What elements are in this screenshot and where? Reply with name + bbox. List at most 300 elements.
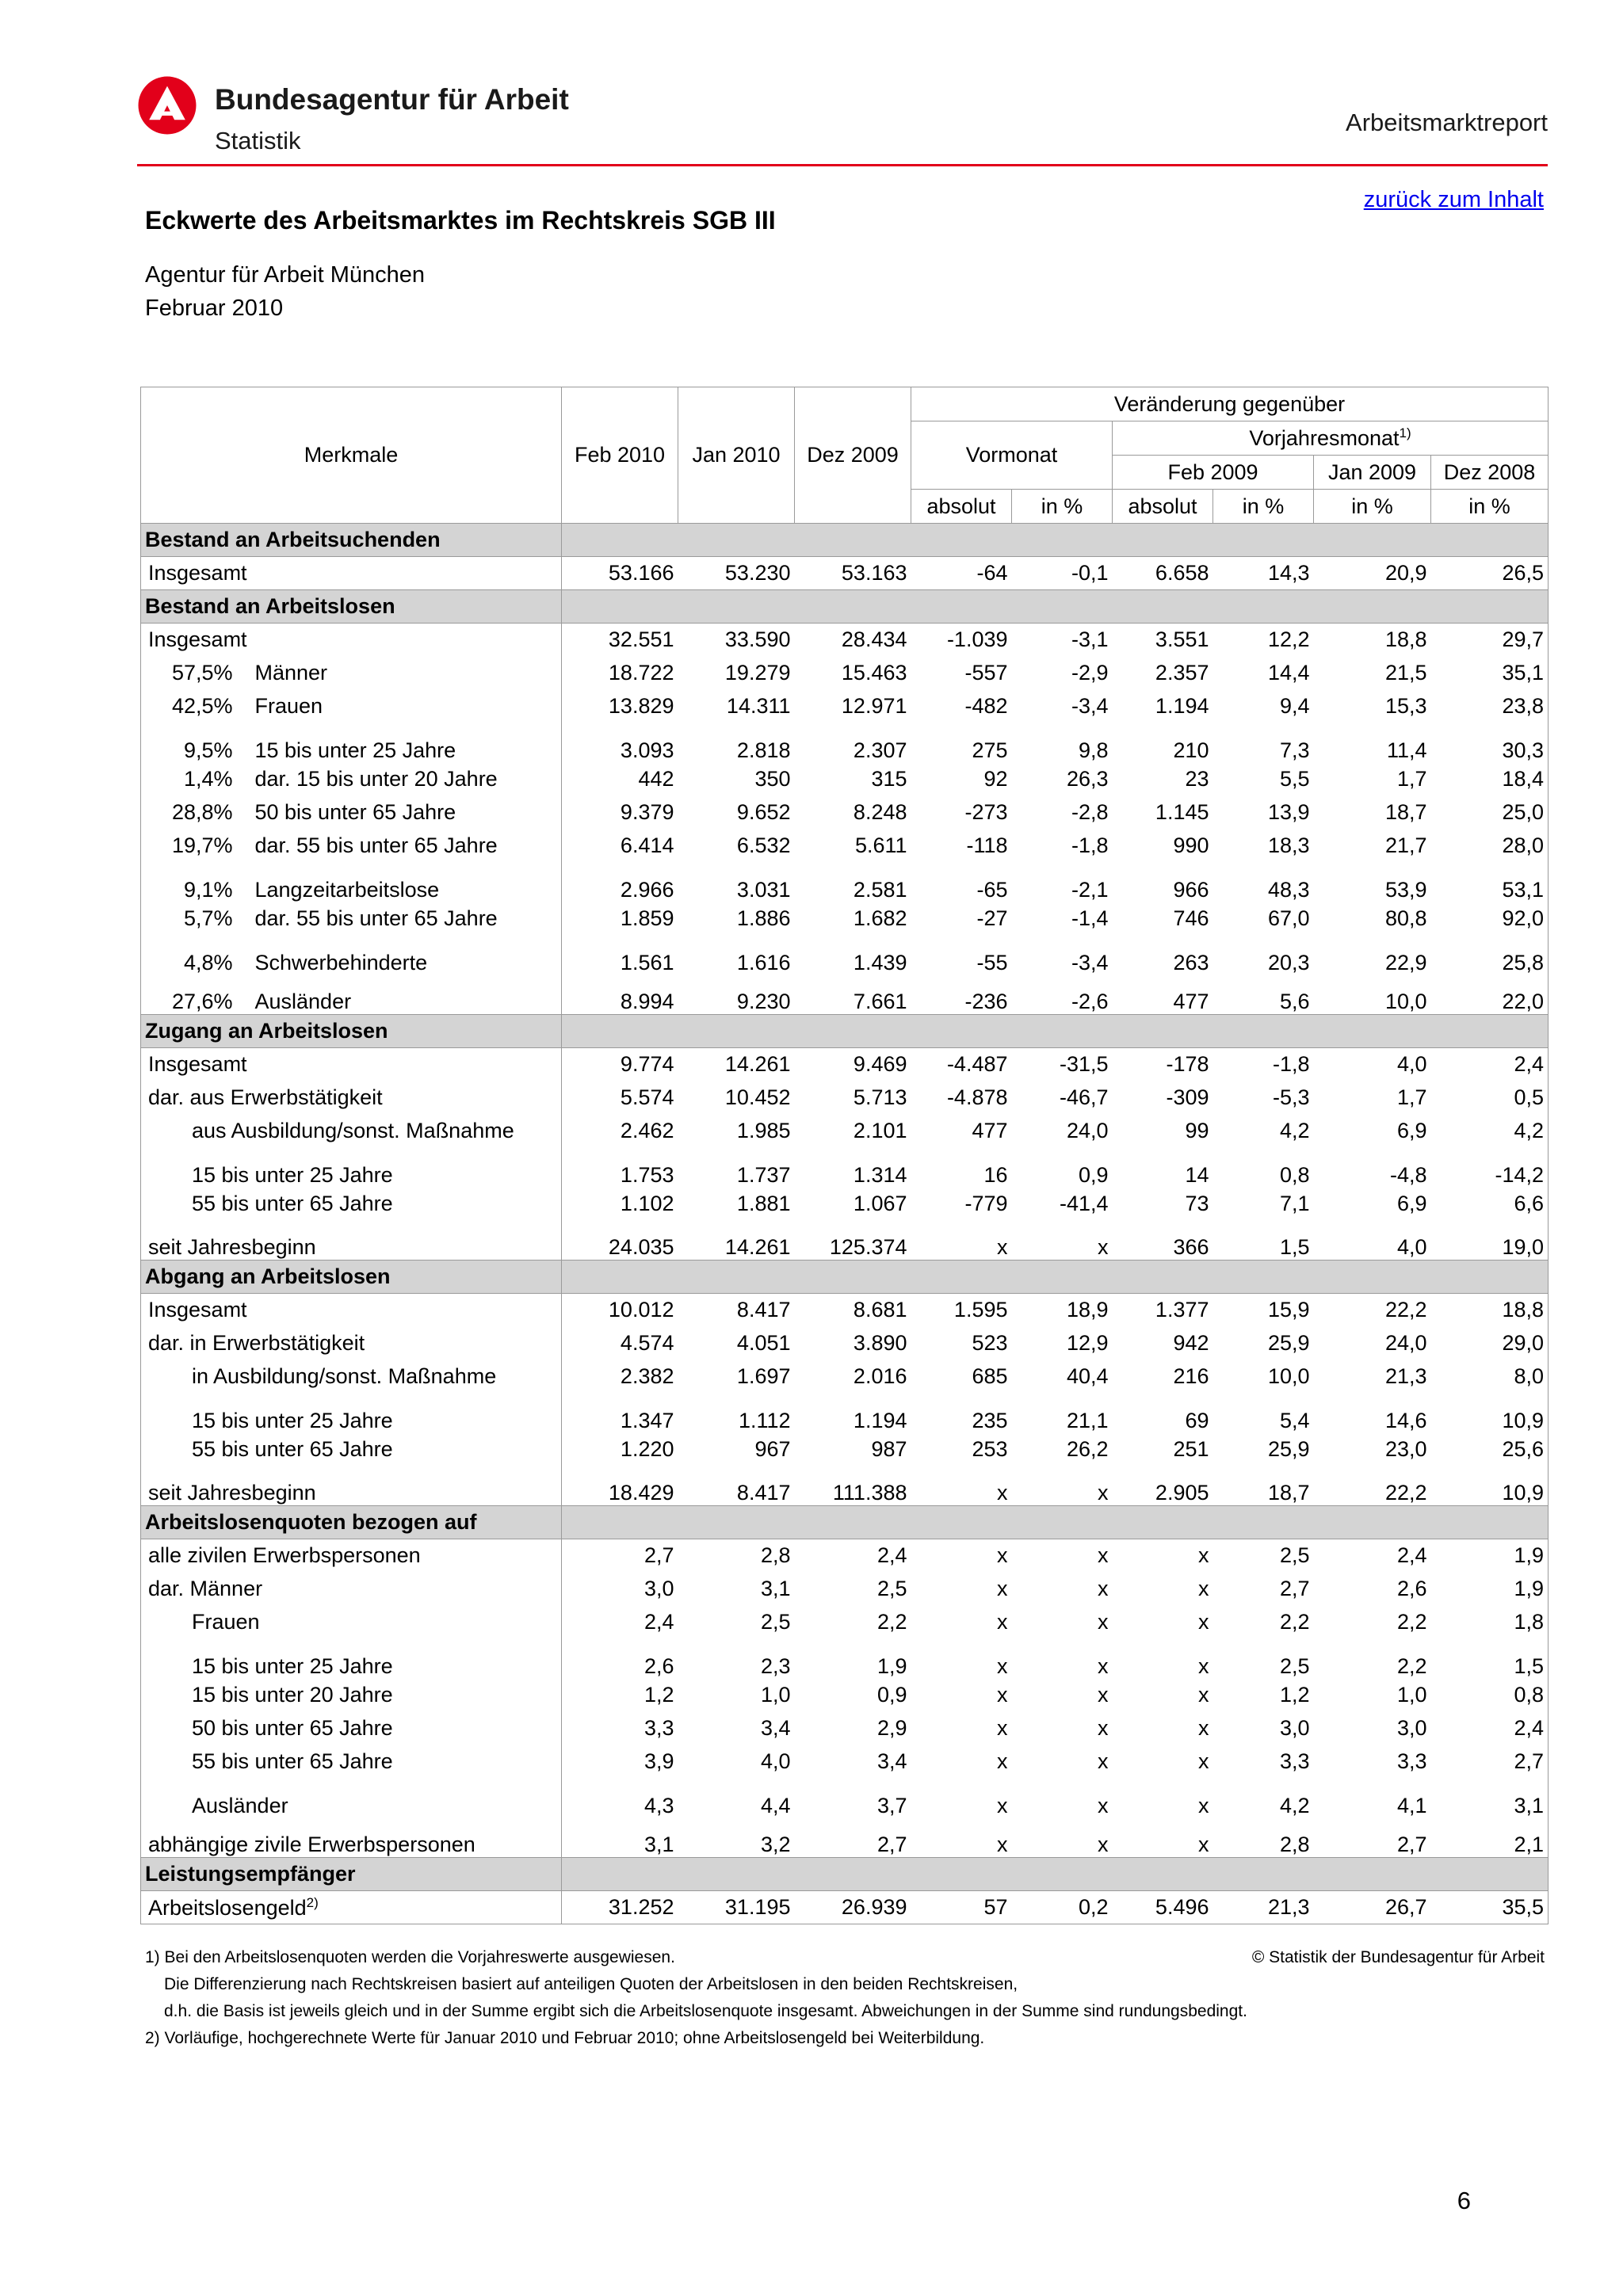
- table-cell: 22,9: [1384, 950, 1427, 974]
- table-cell: 23: [1185, 767, 1209, 791]
- table-cell: -557: [964, 661, 1008, 685]
- table-cell: 29,7: [1431, 624, 1549, 657]
- table-cell: 4,4: [760, 1793, 791, 1817]
- table-cell: x: [1098, 1577, 1109, 1600]
- row-label: dar. 55 bis unter 65 Jahre: [238, 902, 562, 936]
- table-cell: 990: [1173, 833, 1209, 857]
- table-cell: 2,2: [876, 1610, 907, 1634]
- table-cell: -3,4: [1071, 694, 1109, 718]
- table-cell: 253: [972, 1437, 1008, 1461]
- table-cell: -1,4: [1071, 906, 1109, 930]
- table-cell: 9.379: [620, 800, 674, 824]
- table-cell: 53,1: [1431, 863, 1549, 902]
- table-cell: 10,0: [1267, 1364, 1310, 1388]
- table-cell: 9.652: [736, 800, 791, 824]
- share-percent: 19,7%: [141, 830, 238, 863]
- table-cell: x: [1098, 1543, 1109, 1568]
- table-cell: 967: [754, 1437, 791, 1461]
- table-cell: 251: [1173, 1437, 1209, 1461]
- table-cell: 1,7: [1396, 767, 1427, 791]
- table-cell: x: [1198, 1793, 1209, 1817]
- table-cell: x: [997, 1543, 1008, 1568]
- table-cell: 1.595: [953, 1298, 1008, 1322]
- header-vormonat-absolut: absolut: [911, 490, 1012, 524]
- row-label: [141, 1818, 562, 1858]
- table-cell: 235: [972, 1408, 1008, 1432]
- table-row: [141, 690, 1549, 723]
- table-cell: 26,5: [1431, 557, 1549, 590]
- table-cell: 685: [972, 1364, 1008, 1388]
- row-label-text: dar. aus Erwerbstätigkeit: [148, 1085, 383, 1109]
- table-cell: x: [1198, 1543, 1209, 1568]
- table-cell: 1,9: [876, 1653, 907, 1678]
- table-cell: 477: [1173, 990, 1209, 1013]
- table-cell: 33.590: [724, 627, 791, 652]
- table-cell: 1.682: [853, 906, 907, 930]
- table-cell: 10.012: [608, 1298, 674, 1322]
- table-cell: 6,9: [1396, 1119, 1427, 1142]
- row-label: 50 bis unter 65 Jahre: [238, 796, 562, 830]
- table-cell: x: [1098, 1481, 1109, 1505]
- table-cell: 7,1: [1279, 1192, 1310, 1215]
- row-label-text: 15 bis unter 25 Jahre: [192, 1162, 393, 1187]
- table-cell: 25,9: [1267, 1331, 1310, 1355]
- row-label-text: seit Jahresbeginn: [148, 1235, 316, 1259]
- ba-logo-icon: [137, 75, 197, 135]
- table-cell: 2,5: [760, 1610, 791, 1634]
- table-cell: -2,6: [1071, 990, 1109, 1013]
- row-label: [141, 1891, 562, 1924]
- table-cell: 8.417: [736, 1481, 791, 1505]
- row-label-text: Frauen: [192, 1610, 260, 1634]
- page-subtitle: [145, 258, 425, 325]
- table-cell: 2,7: [876, 1833, 907, 1856]
- table-cell: 4.051: [736, 1331, 791, 1355]
- table-cell: 6.658: [1155, 561, 1209, 585]
- row-label: [141, 1779, 562, 1818]
- table-cell: 2,4: [876, 1543, 907, 1568]
- row-label: [141, 1466, 562, 1506]
- table-cell: 1.737: [736, 1162, 791, 1187]
- report-name: Arbeitsmarktreport: [1346, 109, 1548, 136]
- table-cell: 1.067: [853, 1192, 907, 1215]
- table-cell: x: [997, 1716, 1008, 1740]
- table-cell: 5.611: [854, 833, 907, 857]
- table-cell: 125.374: [829, 1235, 907, 1259]
- share-percent: 57,5%: [141, 657, 238, 690]
- table-cell: 4,1: [1396, 1793, 1427, 1817]
- table-cell: 2,7: [1431, 1745, 1549, 1779]
- table-cell: 26.939: [795, 1891, 911, 1924]
- table-cell: 3,7: [876, 1793, 907, 1817]
- table-cell: 1,7: [1396, 1085, 1427, 1109]
- table-cell: 35,1: [1431, 657, 1549, 690]
- section-fill: [562, 1506, 1549, 1539]
- table-cell: 2.382: [620, 1364, 674, 1388]
- table-cell: 8.248: [853, 800, 907, 824]
- table-cell: 18,7: [1384, 800, 1427, 824]
- table-cell: 1.112: [738, 1408, 791, 1432]
- table-cell: x: [997, 1653, 1008, 1678]
- back-to-contents-link[interactable]: zurück zum Inhalt: [1363, 187, 1544, 212]
- page-title: Eckwerte des Arbeitsmarktes im Rechtskreis SGB III: [145, 206, 776, 235]
- header-vormonat: Vormonat: [911, 421, 1113, 490]
- table-cell: 1.377: [1155, 1298, 1209, 1322]
- table-cell: 3,1: [1431, 1779, 1549, 1818]
- table-cell: 26,7: [1314, 1891, 1431, 1924]
- table-cell: 22,2: [1384, 1298, 1427, 1322]
- table-cell: 2,6: [643, 1653, 674, 1678]
- header-dez-2009: Dez 2009: [795, 387, 911, 524]
- row-label: [141, 1294, 562, 1327]
- share-percent: 1,4%: [141, 763, 238, 796]
- table-cell: 0,9: [1078, 1162, 1109, 1187]
- footnote-line: d.h. die Basis ist jeweils gleich und in der Summe ergibt sich die Arbeitslosenquote insgesamt. Abweichungen in der Summe sind rundungsbedingt.: [164, 2002, 1247, 2020]
- section-header-row: [141, 524, 1549, 557]
- row-label: dar. 15 bis unter 20 Jahre: [238, 763, 562, 796]
- row-label-text: 15 bis unter 25 Jahre: [192, 1653, 393, 1678]
- table-cell: 6.414: [620, 833, 674, 857]
- table-cell: 1.145: [1155, 800, 1209, 824]
- table-cell: x: [1198, 1610, 1209, 1634]
- table-cell: 73: [1185, 1192, 1209, 1215]
- table-cell: 12,9: [1066, 1331, 1109, 1355]
- table-cell: x: [997, 1481, 1008, 1505]
- table-cell: 1.616: [736, 950, 791, 974]
- section-label: Abgang an Arbeitslosen: [141, 1261, 562, 1294]
- table-cell: 2,6: [1396, 1577, 1427, 1600]
- table-cell: 20,9: [1384, 561, 1427, 585]
- table-cell: 20,3: [1267, 950, 1310, 974]
- section-header-row: [141, 1261, 1549, 1294]
- row-label: Männer: [238, 657, 562, 690]
- table-cell: 4,2: [1431, 1115, 1549, 1148]
- section-header-row: [141, 1015, 1549, 1048]
- table-cell: 14.311: [726, 694, 791, 718]
- table-cell: 2,7: [643, 1543, 674, 1568]
- table-cell: 9.774: [620, 1052, 674, 1077]
- table-cell: -1,8: [1272, 1052, 1310, 1077]
- table-cell: 1.697: [736, 1364, 791, 1388]
- table-cell: 2.307: [853, 738, 907, 762]
- table-cell: 15,3: [1384, 694, 1427, 718]
- table-cell: x: [1198, 1683, 1209, 1707]
- table-cell: 5,6: [1279, 990, 1310, 1013]
- table-cell: 1,5: [1431, 1639, 1549, 1679]
- table-cell: x: [997, 1610, 1008, 1634]
- table-cell: x: [1198, 1653, 1209, 1678]
- table-cell: 3,2: [760, 1833, 791, 1856]
- footnote-marker: 2): [306, 1894, 319, 1910]
- table-cell: 1.220: [620, 1437, 674, 1461]
- section-label: Bestand an Arbeitslosen: [141, 590, 562, 624]
- row-label: [141, 1573, 562, 1606]
- table-cell: 0,9: [876, 1683, 907, 1707]
- table-cell: -55: [976, 950, 1008, 974]
- table-cell: 966: [1173, 877, 1209, 902]
- table-cell: 2.101: [853, 1119, 907, 1142]
- table-cell: 31.252: [562, 1891, 678, 1924]
- table-cell: 3,3: [1279, 1749, 1310, 1773]
- row-label-text: 50 bis unter 65 Jahre: [192, 1716, 393, 1740]
- row-label-text: Insgesamt: [148, 1298, 247, 1322]
- table-row: [141, 1745, 1549, 1779]
- table-cell: 35,5: [1431, 1891, 1549, 1924]
- table-cell: 18.722: [608, 661, 674, 685]
- table-cell: 24,0: [1066, 1119, 1109, 1142]
- table-cell: 10,0: [1384, 990, 1427, 1013]
- report-date: Februar 2010: [145, 296, 284, 321]
- table-row: [141, 1891, 1549, 1924]
- section-fill: [562, 590, 1549, 624]
- table-cell: x: [997, 1577, 1008, 1600]
- table-cell: 15,9: [1267, 1298, 1310, 1322]
- table-cell: 1.886: [736, 906, 791, 930]
- section-label: Leistungsempfänger: [141, 1858, 562, 1891]
- table-row: [141, 936, 1549, 975]
- table-row: [141, 1048, 1549, 1081]
- table-row: [141, 557, 1549, 590]
- table-cell: 53.163: [841, 561, 907, 585]
- table-cell: 3,1: [643, 1833, 674, 1856]
- section-fill: [562, 1858, 1549, 1891]
- table-cell: 19.279: [724, 661, 791, 685]
- share-percent: 42,5%: [141, 690, 238, 723]
- header-vorjahresmonat: Vorjahresmonat$^{1)}$: [1113, 421, 1549, 456]
- section-fill: [562, 1015, 1549, 1048]
- table-cell: 67,0: [1267, 906, 1310, 930]
- table-cell: x: [997, 1749, 1008, 1773]
- header-divider: [137, 164, 1548, 166]
- row-label: [141, 1221, 562, 1261]
- table-cell: 23,0: [1384, 1437, 1427, 1461]
- table-cell: 275: [972, 738, 1008, 762]
- header-feb-2009-pct: in %: [1213, 490, 1314, 524]
- table-cell: -4.487: [946, 1052, 1008, 1077]
- row-label: [141, 1188, 562, 1221]
- table-cell: -27: [976, 906, 1008, 930]
- table-cell: 1,9: [1431, 1539, 1549, 1573]
- row-label: [141, 1712, 562, 1745]
- header-veraenderung: Veränderung gegenüber: [911, 387, 1549, 421]
- table-cell: 5.496: [1113, 1891, 1213, 1924]
- row-label: [141, 1360, 562, 1394]
- table-cell: 4,3: [643, 1793, 674, 1817]
- table-row: [141, 1327, 1549, 1360]
- table-cell: 2,7: [1279, 1577, 1310, 1600]
- row-label: [141, 1539, 562, 1573]
- header-jan-2009-pct: in %: [1314, 490, 1431, 524]
- table-cell: -118: [966, 833, 1008, 857]
- table-row: [141, 657, 1549, 690]
- table-cell: 10,9: [1431, 1394, 1549, 1433]
- table-cell: 1,8: [1431, 1606, 1549, 1639]
- table-cell: 18,8: [1431, 1294, 1549, 1327]
- table-cell: 0,8: [1431, 1679, 1549, 1712]
- table-cell: 1,2: [1279, 1683, 1310, 1707]
- table-cell: x: [1098, 1610, 1109, 1634]
- row-label: Ausländer: [238, 975, 562, 1015]
- table-cell: 210: [1173, 738, 1209, 762]
- table-cell: -779: [964, 1192, 1008, 1215]
- table-cell: 987: [871, 1437, 907, 1461]
- table-cell: 9,4: [1279, 694, 1310, 718]
- row-label-text: 55 bis unter 65 Jahre: [192, 1192, 393, 1215]
- table-cell: 6,9: [1396, 1192, 1427, 1215]
- table-row: [141, 1188, 1549, 1221]
- row-label: [141, 557, 562, 590]
- page-header: [137, 75, 1548, 170]
- row-label: [141, 1606, 562, 1639]
- header-vormonat-pct: in %: [1012, 490, 1113, 524]
- table-row: [141, 1818, 1549, 1858]
- header-dez-2008: Dez 2008: [1431, 456, 1549, 490]
- table-cell: 442: [638, 767, 674, 791]
- table-cell: 18,8: [1384, 627, 1427, 652]
- table-cell: 16: [983, 1162, 1008, 1187]
- table-cell: 3,3: [643, 1716, 674, 1740]
- table-cell: 30,3: [1431, 723, 1549, 763]
- table-cell: 5.574: [620, 1085, 674, 1109]
- table-cell: 4,0: [760, 1749, 791, 1773]
- table-cell: 746: [1173, 906, 1209, 930]
- row-label-text: aus Ausbildung/sonst. Maßnahme: [192, 1119, 514, 1142]
- row-label: [141, 1115, 562, 1148]
- table-cell: 2.357: [1155, 661, 1209, 685]
- table-cell: -4,8: [1389, 1162, 1427, 1187]
- table-cell: 5.713: [853, 1085, 907, 1109]
- share-percent: 5,7%: [141, 902, 238, 936]
- table-row: [141, 1433, 1549, 1466]
- table-cell: 5,4: [1279, 1408, 1310, 1432]
- table-row: [141, 1394, 1549, 1433]
- table-cell: 2.462: [620, 1119, 674, 1142]
- table-cell: 1,0: [1396, 1683, 1427, 1707]
- table-cell: 3.093: [620, 738, 674, 762]
- row-label: [141, 1081, 562, 1115]
- table-cell: 3,3: [1396, 1749, 1427, 1773]
- table-cell: 19,0: [1431, 1221, 1549, 1261]
- row-label-text: 55 bis unter 65 Jahre: [192, 1749, 393, 1773]
- table-cell: -0,1: [1071, 561, 1109, 585]
- table-cell: 9,8: [1078, 738, 1109, 762]
- table-cell: x: [1098, 1833, 1109, 1856]
- row-label: [141, 1433, 562, 1466]
- table-cell: x: [1098, 1749, 1109, 1773]
- table-cell: 2.581: [853, 877, 907, 902]
- table-row: [141, 902, 1549, 936]
- labor-market-table: [140, 387, 1549, 1924]
- row-label: [141, 1148, 562, 1188]
- table-cell: 53,9: [1384, 877, 1427, 902]
- table-cell: -3,4: [1071, 950, 1109, 974]
- row-label: [141, 1048, 562, 1081]
- table-cell: 21,1: [1066, 1408, 1109, 1432]
- table-cell: 2.818: [736, 738, 791, 762]
- table-cell: 48,3: [1267, 877, 1310, 902]
- header-jan-2010: Jan 2010: [678, 387, 795, 524]
- table-cell: 21,3: [1213, 1891, 1314, 1924]
- table-cell: 1.561: [620, 950, 674, 974]
- table-cell: 10.452: [724, 1085, 791, 1109]
- table-cell: -46,7: [1059, 1085, 1109, 1109]
- table-cell: 111.388: [832, 1481, 907, 1505]
- table-cell: 21,7: [1384, 833, 1427, 857]
- table-cell: 32.551: [608, 627, 674, 652]
- table-cell: 3,4: [760, 1716, 791, 1740]
- table-cell: 7.661: [853, 990, 907, 1013]
- table-cell: -1.039: [946, 627, 1008, 652]
- table-cell: 57: [911, 1891, 1012, 1924]
- table-cell: -178: [1166, 1052, 1209, 1077]
- table-cell: x: [1098, 1653, 1109, 1678]
- row-label-text: 55 bis unter 65 Jahre: [192, 1437, 393, 1461]
- table-row: [141, 1606, 1549, 1639]
- table-cell: 5,5: [1279, 767, 1310, 791]
- table-cell: 2.016: [853, 1364, 907, 1388]
- table-cell: 24.035: [608, 1235, 674, 1259]
- row-label-text: alle zivilen Erwerbspersonen: [148, 1543, 421, 1568]
- table-cell: 477: [972, 1119, 1008, 1142]
- table-cell: 12,2: [1267, 627, 1310, 652]
- table-cell: 18,9: [1066, 1298, 1109, 1322]
- section-label: Bestand an Arbeitsuchenden: [141, 524, 562, 557]
- table-cell: 2,5: [1279, 1543, 1310, 1568]
- table-cell: 0,8: [1279, 1162, 1310, 1187]
- table-cell: 12.971: [841, 694, 907, 718]
- table-cell: 1.753: [620, 1162, 674, 1187]
- table-cell: 3,4: [876, 1749, 907, 1773]
- section-fill: [562, 524, 1549, 557]
- table-cell: 2,3: [760, 1653, 791, 1678]
- table-cell: 92,0: [1431, 902, 1549, 936]
- table-header: [141, 387, 1549, 524]
- table-cell: x: [997, 1833, 1008, 1856]
- row-label: [141, 1394, 562, 1433]
- table-cell: 0,5: [1431, 1081, 1549, 1115]
- table-cell: 6,6: [1431, 1188, 1549, 1221]
- table-cell: -64: [976, 561, 1008, 585]
- table-cell: 25,8: [1431, 936, 1549, 975]
- table-cell: 3.551: [1155, 627, 1209, 652]
- table-cell: x: [997, 1683, 1008, 1707]
- table-row: [141, 1081, 1549, 1115]
- table-cell: 9.230: [736, 990, 791, 1013]
- table-cell: -2,9: [1071, 661, 1109, 685]
- footnote-line: 2) Vorläufige, hochgerechnete Werte für Januar 2010 und Februar 2010; ohne Arbeitslosengeld bei Weiterbildung.: [145, 2029, 985, 2047]
- section-fill: [562, 1261, 1549, 1294]
- table-cell: 13.829: [608, 694, 674, 718]
- table-cell: -236: [964, 990, 1008, 1013]
- table-cell: 8.681: [853, 1298, 907, 1322]
- table-cell: x: [1098, 1683, 1109, 1707]
- table-cell: 350: [754, 767, 791, 791]
- table-cell: 1.439: [853, 950, 907, 974]
- table-cell: -41,4: [1059, 1192, 1109, 1215]
- table-cell: x: [1098, 1793, 1109, 1817]
- table-cell: 7,3: [1279, 738, 1310, 762]
- header-merkmale: Merkmale: [141, 387, 562, 524]
- table-cell: -4.878: [946, 1085, 1008, 1109]
- table-row: [141, 763, 1549, 796]
- table-cell: 40,4: [1066, 1364, 1109, 1388]
- table-cell: 1.859: [620, 906, 674, 930]
- row-label-text: dar. Männer: [148, 1577, 263, 1600]
- row-label-text: Arbeitslosengeld: [148, 1895, 307, 1920]
- table-cell: 8,0: [1431, 1360, 1549, 1394]
- table-row: [141, 1294, 1549, 1327]
- table-cell: 2.966: [620, 877, 674, 902]
